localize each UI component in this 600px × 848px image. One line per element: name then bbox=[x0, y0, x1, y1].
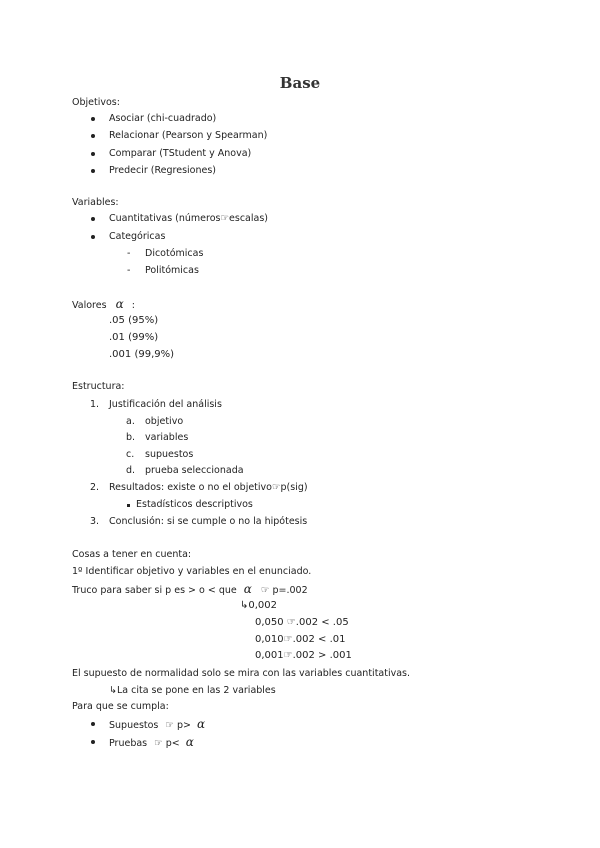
colon: : bbox=[131, 300, 135, 311]
paragraph: 1º Identificar objetivo y variables en el enunciado. bbox=[72, 566, 312, 577]
list-item: Categóricas bbox=[109, 231, 166, 242]
paragraph bbox=[72, 583, 308, 597]
item-text: Pruebas bbox=[109, 738, 148, 749]
alpha-symbol: α bbox=[115, 297, 124, 311]
text: p=.002 bbox=[272, 585, 308, 596]
alpha-value: .05 (95%) bbox=[109, 315, 159, 326]
sub-list-item: Estadísticos descriptivos bbox=[136, 499, 253, 510]
text: 0,010 bbox=[255, 634, 284, 645]
item-text: Cuantitativas (números bbox=[109, 213, 221, 224]
alpha-symbol: α bbox=[243, 582, 252, 596]
text: 0,001 bbox=[255, 650, 284, 661]
item-text: p(sig) bbox=[280, 482, 308, 493]
sub-marker: - bbox=[127, 265, 131, 276]
text: .002 < .05 bbox=[295, 617, 349, 628]
sub-marker: - bbox=[127, 248, 131, 259]
calc-step bbox=[255, 650, 352, 662]
page-title: Base bbox=[279, 74, 321, 92]
item-letter: d. bbox=[126, 465, 136, 476]
item-text: p< bbox=[165, 738, 180, 749]
item-letter: c. bbox=[126, 449, 135, 460]
text: .002 < .01 bbox=[292, 634, 346, 645]
paragraph bbox=[109, 685, 276, 697]
list-item: Asociar (chi-cuadrado) bbox=[109, 113, 217, 124]
list-item bbox=[109, 718, 205, 732]
arrow-icon: ↳ bbox=[240, 600, 249, 611]
alpha-symbol: α bbox=[185, 735, 194, 749]
text: La cita se pone en las 2 variables bbox=[116, 685, 276, 696]
item-text: Conclusión: si se cumple o no la hipótesis bbox=[109, 516, 308, 527]
numbered-item bbox=[90, 399, 222, 411]
pointing-hand-icon: ☞ bbox=[220, 213, 230, 224]
text: Truco para saber si p es > o < que bbox=[72, 585, 237, 596]
sub-list-item: Dicotómicas bbox=[145, 248, 204, 259]
estructura-heading: Estructura: bbox=[72, 381, 125, 392]
item-number: 2. bbox=[90, 482, 100, 493]
item-text: supuestos bbox=[145, 449, 194, 460]
cosas-heading: Cosas a tener en cuenta: bbox=[72, 549, 192, 560]
objetivos-heading: Objetivos: bbox=[72, 97, 120, 108]
numbered-item bbox=[90, 482, 308, 494]
variables-heading: Variables: bbox=[72, 197, 119, 208]
list-item bbox=[109, 213, 268, 225]
lettered-item bbox=[126, 432, 189, 444]
item-text: prueba seleccionada bbox=[145, 465, 244, 476]
list-item: Predecir (Regresiones) bbox=[109, 165, 216, 176]
pointing-hand-icon: ☞ bbox=[283, 650, 293, 661]
text: 0,050 bbox=[255, 617, 284, 628]
arrow-icon: ↳ bbox=[109, 685, 117, 696]
alpha-value: .01 (99%) bbox=[109, 332, 159, 343]
calc-step bbox=[255, 634, 346, 646]
item-number: 1. bbox=[90, 399, 100, 410]
pointing-hand-icon: ☞ bbox=[286, 617, 296, 628]
item-text: escalas) bbox=[229, 213, 268, 224]
calc-step bbox=[255, 617, 349, 629]
list-item: Comparar (TStudent y Anova) bbox=[109, 148, 252, 159]
pointing-hand-icon: ☞ bbox=[271, 482, 281, 493]
lettered-item bbox=[126, 416, 184, 428]
valores-heading bbox=[72, 298, 135, 312]
valores-label: Valores bbox=[72, 300, 107, 311]
pointing-hand-icon: ☞ bbox=[165, 720, 174, 731]
calc-step bbox=[240, 600, 277, 612]
alpha-symbol: α bbox=[197, 717, 206, 731]
item-text: p> bbox=[176, 720, 191, 731]
item-letter: a. bbox=[126, 416, 135, 427]
numbered-item bbox=[90, 516, 308, 528]
list-item bbox=[109, 736, 194, 750]
sub-list-item: Politómicas bbox=[145, 265, 199, 276]
text: 0,002 bbox=[248, 600, 278, 611]
paragraph: El supuesto de normalidad solo se mira con las variables cuantitativas. bbox=[72, 668, 411, 679]
text: .002 > .001 bbox=[292, 650, 352, 661]
item-text: objetivo bbox=[145, 416, 184, 427]
pointing-hand-icon: ☞ bbox=[154, 738, 163, 749]
item-text: Justificación del análisis bbox=[109, 399, 222, 410]
pointing-hand-icon: ☞ bbox=[283, 634, 293, 645]
item-text: Supuestos bbox=[109, 720, 159, 731]
item-number: 3. bbox=[90, 516, 100, 527]
list-item: Relacionar (Pearson y Spearman) bbox=[109, 130, 268, 141]
alpha-value: .001 (99,9%) bbox=[109, 349, 175, 360]
item-text: variables bbox=[145, 432, 189, 443]
pointing-hand-icon: ☞ bbox=[260, 585, 270, 596]
item-text: Resultados: existe o no el objetivo bbox=[109, 482, 272, 493]
lettered-item bbox=[126, 449, 194, 461]
item-letter: b. bbox=[126, 432, 136, 443]
lettered-item bbox=[126, 465, 244, 477]
paragraph: Para que se cumpla: bbox=[72, 701, 169, 712]
